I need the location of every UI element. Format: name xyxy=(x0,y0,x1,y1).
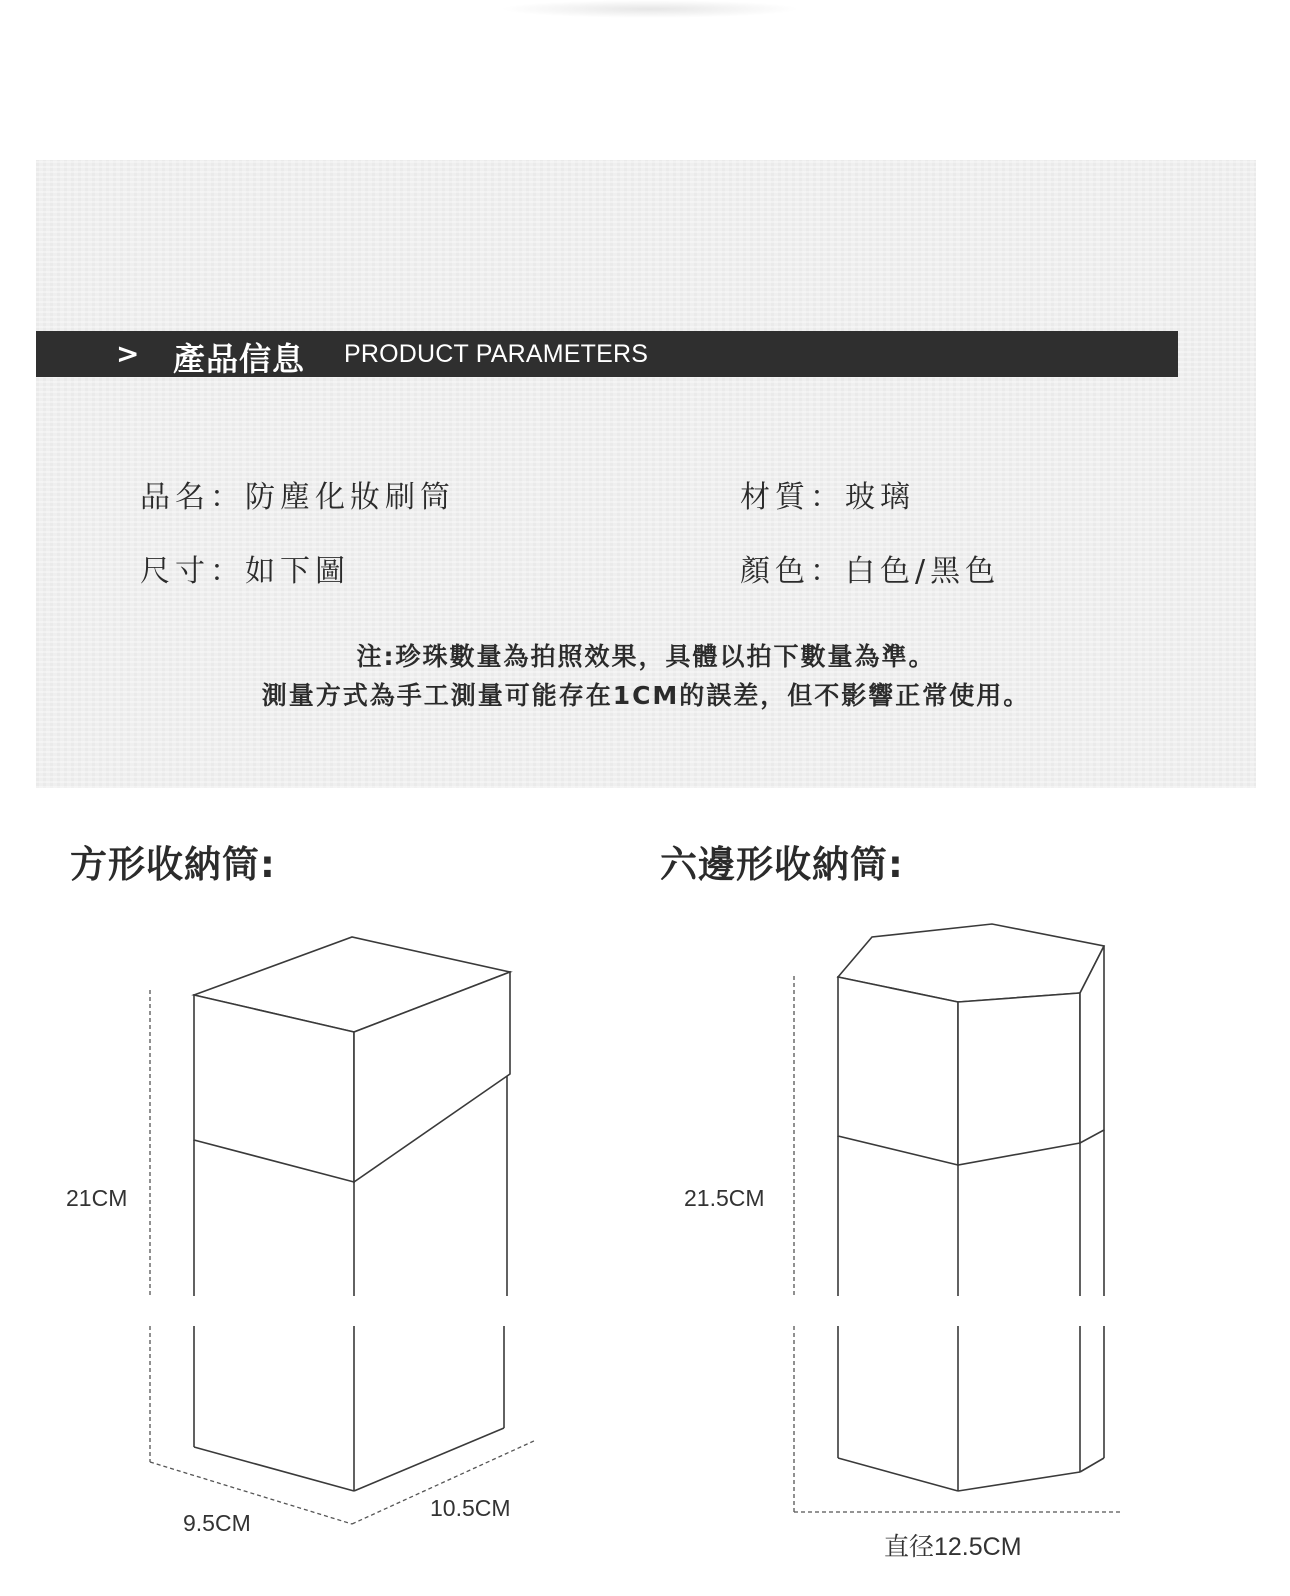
note-line-1: 注:珍珠數量為拍照效果，具體以拍下數量為準。 xyxy=(356,642,936,671)
square-section-title: 方形收納筒: xyxy=(70,843,276,886)
square-height-label: 21CM xyxy=(66,1185,128,1211)
hexagon-section-title: 六邊形收納筒: xyxy=(660,843,904,886)
square-box-diagram xyxy=(194,937,510,1491)
square-depth-label: 9.5CM xyxy=(183,1510,251,1536)
hexagon-diameter-label: 直径12.5CM xyxy=(884,1533,1022,1561)
hexagon-box-diagram xyxy=(838,924,1104,1491)
param-color: 顏色：白色/黑色 xyxy=(740,554,1001,589)
param-material: 材質：玻璃 xyxy=(740,480,915,515)
header-title-cn: 產品信息 xyxy=(173,340,306,378)
param-size: 尺寸：如下圖 xyxy=(140,554,350,589)
chevron-right-icon: > xyxy=(116,337,140,370)
hexagon-height-label: 21.5CM xyxy=(684,1185,765,1211)
param-product-name: 品名：防塵化妝刷筒 xyxy=(140,480,455,515)
header-title-en: PRODUCT PARAMETERS xyxy=(344,340,649,368)
note-line-2: 測量方式為手工測量可能存在1CM的誤差，但不影響正常使用。 xyxy=(261,681,1031,710)
square-width-label: 10.5CM xyxy=(430,1495,511,1521)
